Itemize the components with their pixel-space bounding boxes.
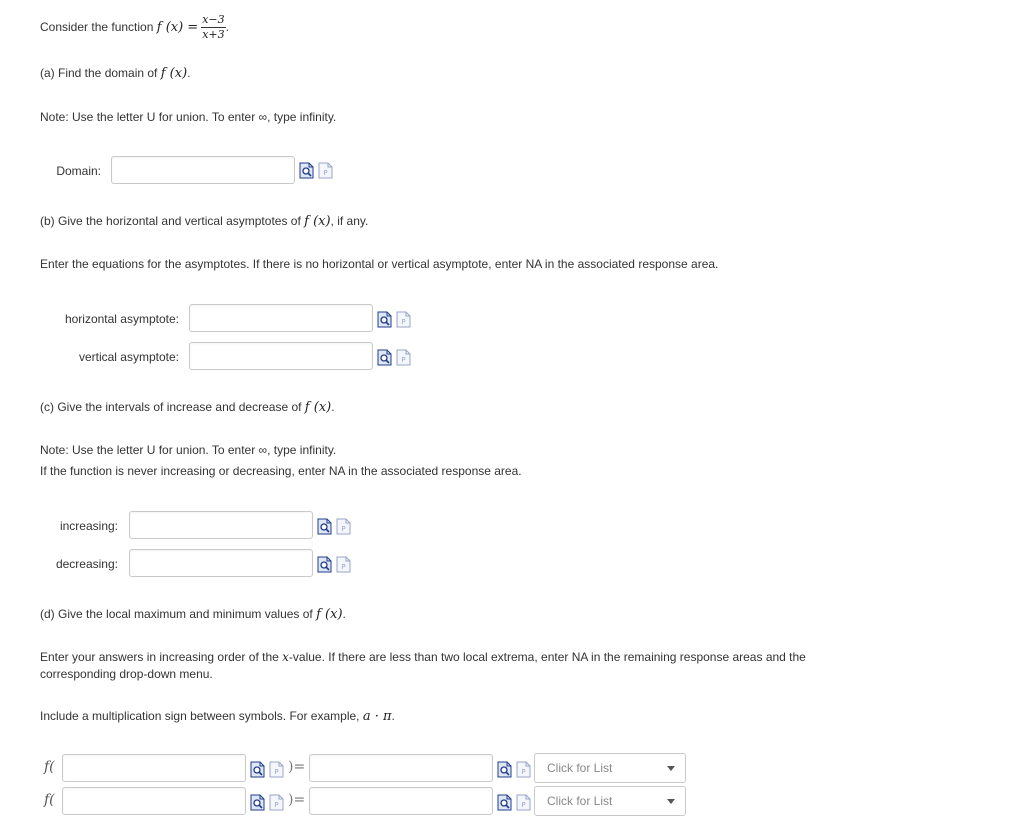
- part-b-title-text: (b) Give the horizontal and vertical asymptotes of: [40, 214, 305, 228]
- part-d-title: [40, 607, 346, 622]
- vertical-asymptote-label: vertical asymptote:: [78, 350, 179, 364]
- caret-down-icon: [667, 799, 675, 804]
- frac-denominator: x+3: [202, 28, 225, 42]
- part-a-title-text: (a) Find the domain of: [40, 66, 161, 80]
- intro-suffix: .: [225, 20, 229, 34]
- part-d-title-text: (d) Give the local maximum and minimum values of: [40, 607, 317, 621]
- preview-icon[interactable]: [497, 794, 512, 811]
- preview-icon[interactable]: [377, 311, 392, 328]
- frac-numerator: x−3: [202, 13, 225, 27]
- vertical-asymptote-input[interactable]: [189, 342, 373, 370]
- part-a-title: [40, 66, 191, 81]
- part-c-note-1: Note: Use the letter U for union. To enter ∞, type infinity.: [40, 443, 337, 457]
- part-d-instr-text: Enter your answers in increasing order of the: [40, 650, 283, 664]
- part-c-title: [40, 400, 335, 415]
- preview-icon[interactable]: [317, 556, 332, 573]
- preview-icon[interactable]: [299, 162, 314, 179]
- help-icon[interactable]: [396, 349, 411, 366]
- horizontal-asymptote-label: horizontal asymptote:: [64, 312, 179, 326]
- extremum-1-y-input[interactable]: [309, 754, 493, 782]
- extremum-1-x-input[interactable]: [62, 754, 246, 782]
- f-open-paren: f(: [44, 759, 55, 775]
- caret-down-icon: [667, 766, 675, 771]
- part-c-title-math: f (x): [304, 400, 332, 415]
- preview-icon[interactable]: [497, 761, 512, 778]
- help-icon[interactable]: [269, 794, 284, 811]
- part-b-instructions: Enter the equations for the asymptotes. If there is no horizontal or vertical asymptote, enter NA in the associated response area.: [40, 257, 719, 271]
- intro-line: [40, 12, 229, 42]
- domain-label: Domain:: [56, 164, 101, 178]
- decreasing-label: decreasing:: [55, 557, 118, 571]
- increasing-label: increasing:: [59, 519, 118, 533]
- help-icon[interactable]: [516, 794, 531, 811]
- extremum-2-y-input[interactable]: [309, 787, 493, 815]
- preview-icon[interactable]: [317, 518, 332, 535]
- mult-note-math: a · π: [362, 709, 392, 724]
- part-d-instr-suffix: -value. If there are less than two local extrema, enter NA in the remaining response areas and the: [288, 650, 806, 664]
- intro-fraction: [201, 13, 225, 42]
- f-open-paren: f(: [44, 792, 55, 808]
- part-c-title-text: (c) Give the intervals of increase and decrease of: [40, 400, 305, 414]
- preview-icon[interactable]: [250, 794, 265, 811]
- part-d-instructions-2: corresponding drop-down menu.: [40, 667, 213, 681]
- preview-icon[interactable]: [250, 761, 265, 778]
- horizontal-asymptote-input[interactable]: [189, 304, 373, 332]
- part-b-title-suffix: , if any.: [330, 214, 369, 228]
- mult-note-suffix: .: [391, 709, 395, 723]
- close-paren-equals: )=: [288, 759, 306, 775]
- dropdown-text: Click for List: [547, 794, 613, 808]
- intro-prefix: Consider the function: [40, 20, 157, 34]
- increasing-input[interactable]: [129, 511, 313, 539]
- part-d-title-suffix: .: [342, 607, 346, 621]
- extremum-1-type-dropdown[interactable]: [534, 753, 686, 783]
- part-a-note: Note: Use the letter U for union. To enter ∞, type infinity.: [40, 110, 337, 124]
- part-c-title-suffix: .: [331, 400, 335, 414]
- help-icon[interactable]: [336, 518, 351, 535]
- part-a-title-math: f (x): [160, 66, 188, 81]
- help-icon[interactable]: [269, 761, 284, 778]
- part-b-title: [40, 214, 368, 229]
- intro-func: f (x) =: [156, 20, 199, 35]
- decreasing-input[interactable]: [129, 549, 313, 577]
- part-d-instr-math: x: [282, 650, 289, 664]
- close-paren-equals: )=: [288, 792, 306, 808]
- part-d-instructions-1: [40, 650, 806, 664]
- part-d-mult-note: [40, 709, 395, 724]
- dropdown-text: Click for List: [547, 761, 613, 775]
- help-icon[interactable]: [336, 556, 351, 573]
- help-icon[interactable]: [516, 761, 531, 778]
- mult-note-text: Include a multiplication sign between symbols. For example,: [40, 709, 363, 723]
- help-icon[interactable]: [396, 311, 411, 328]
- help-icon[interactable]: [318, 162, 333, 179]
- extremum-2-type-dropdown[interactable]: [534, 786, 686, 816]
- part-c-note-2: If the function is never increasing or decreasing, enter NA in the associated response area.: [40, 464, 522, 478]
- domain-input[interactable]: [111, 156, 295, 184]
- part-d-title-math: f (x): [316, 607, 343, 622]
- part-b-title-math: f (x): [304, 214, 331, 229]
- extremum-2-x-input[interactable]: [62, 787, 246, 815]
- preview-icon[interactable]: [377, 349, 392, 366]
- part-a-title-suffix: .: [187, 66, 191, 80]
